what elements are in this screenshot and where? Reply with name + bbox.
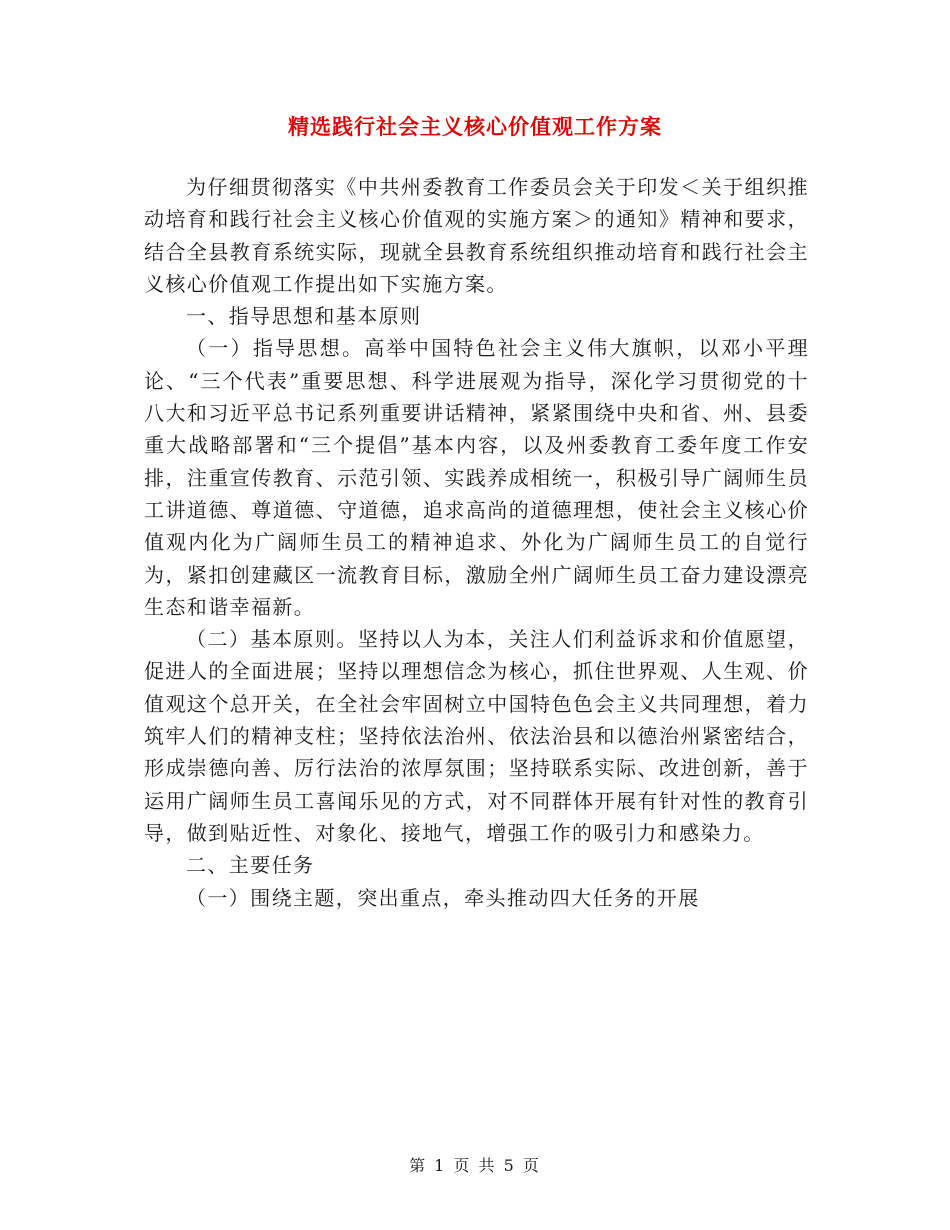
subsection-heading-four-tasks: （一）围绕主题，突出重点，牵头推动四大任务的开展 [186, 885, 700, 910]
section-heading-main-tasks: 二、主要任务 [186, 853, 315, 878]
document-title: 精选践行社会主义核心价值观工作方案 [288, 115, 662, 139]
guiding-ideology-paragraph: （一）指导思想。高举中国特色社会主义伟大旗帜，以邓小平理论、“三个代表”重要思想、科学进展观为指导，深化学习贯彻党的十八大和习近平总书记系列重要讲话精神，紧紧围绕中央和省、州、县委重大战略部署和“三个提倡”基本内容，以及州委教育工委年度工作安排，注重宣传教育、示范引领、实践养成相统一，积极引导广阔师生员工讲道德、尊道德、守道德，追求高尚的道德理想，使社会主义核心价值观内化为广阔师生员工的精神追求、外化为广阔师生员工的自觉行为，紧扣创建藏区一流教育目标，激励全州广阔师生员工奋力建设漂亮生态和谐幸福新。 [144, 336, 809, 619]
section-heading-guiding-principles: 一、指导思想和基本原则 [186, 304, 422, 329]
document-body [144, 171, 809, 914]
page-footer: 第 1 页 共 5 页 [409, 1156, 541, 1175]
intro-paragraph: 为仔细贯彻落实《中共州委教育工作委员会关于印发＜关于组织推动培育和践行社会主义核心价值观的实施方案＞的通知》精神和要求，结合全县教育系统实际，现就全县教育系统组织推动培育和践行社会主义核心价值观工作提出如下实施方案。 [144, 175, 809, 296]
basic-principles-paragraph: （二）基本原则。坚持以人为本，关注人们利益诉求和价值愿望，促进人的全面进展；坚持以理想信念为核心，抓住世界观、人生观、价值观这个总开关，在全社会牢固树立中国特色色会主义共同理想，着力筑牢人们的精神支柱；坚持依法治州、依法治县和以德治州紧密结合，形成崇德向善、厉行法治的浓厚氛围；坚持联系实际、改进创新，善于运用广阔师生员工喜闻乐见的方式，对不同群体开展有针对性的教育引导，做到贴近性、对象化、接地气，增强工作的吸引力和感染力。 [144, 627, 809, 845]
